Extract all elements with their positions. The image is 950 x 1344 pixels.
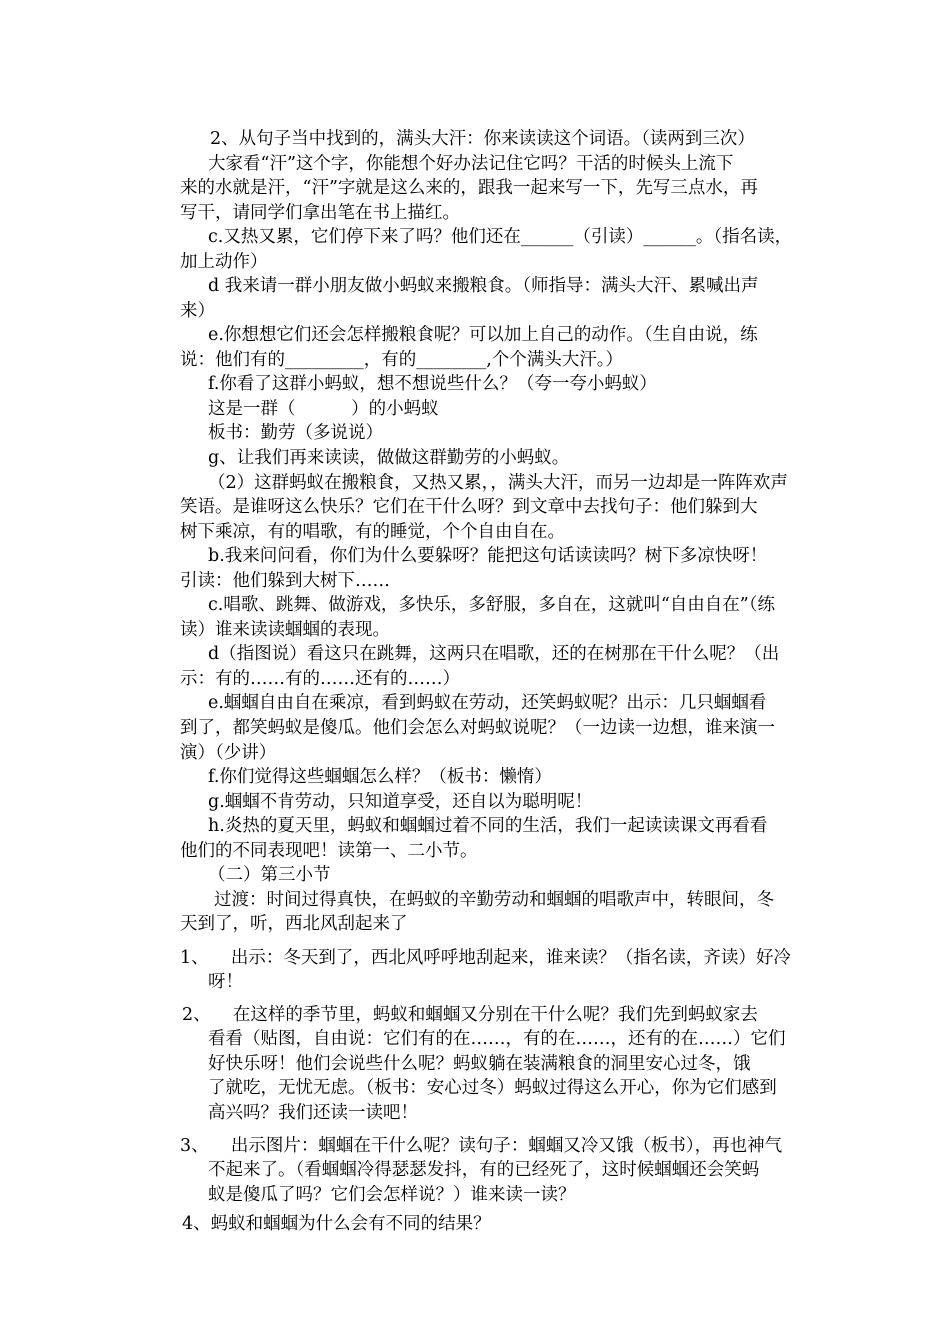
- text-line: 呀！: [208, 972, 243, 992]
- text-line: 天到了，听，西北风刮起来了: [180, 914, 408, 934]
- text-line: 看看（贴图，自由说：它们有的在……，有的在……，还有的在……）它们: [208, 1029, 786, 1049]
- text-line: 笑语。是谁呀这么快乐？它们在干什么呀？到文章中去找句子：他们躲到大: [180, 497, 758, 517]
- list-item: 3、 出示图片：蝈蝈在干什么呢？读句子：蝈蝈又冷又饿（板书），再也神气: [180, 1136, 783, 1156]
- text-line: 他们的不同表现吧！读第一、二小节。: [180, 841, 478, 861]
- text-line: c.又热又累，它们停下来了吗？他们还在______（引读）______。（指名读，: [208, 227, 793, 247]
- text-line: 大家看“汗”这个字，你能想个好办法记住它吗？干活的时候头上流下: [208, 154, 734, 174]
- list-item: 2、 在这样的季节里，蚂蚁和蝈蝈又分别在干什么呢？我们先到蚂蚁家去: [182, 1005, 758, 1025]
- text-line: 来）: [180, 301, 215, 321]
- text-line: g、让我们再来读读，做做这群勤劳的小蚂蚁。: [208, 448, 570, 468]
- text-line: d（指图说）看这只在跳舞，这两只在唱歌，还的在树那在干什么呢？（出: [208, 644, 780, 664]
- text-line: h.炎热的夏天里，蚂蚁和蝈蝈过着不同的生活，我们一起读读课文再看看: [208, 816, 768, 836]
- text-line: （2）这群蚂蚁在搬粮食，又热又累，，满头大汗，而另一边却是一阵阵欢声: [208, 473, 788, 493]
- text-line: e.蝈蝈自由自在乘凉，看到蚂蚁在劳动，还笑蚂蚁呢？出示：几只蝈蝈看: [208, 693, 767, 713]
- text-line: c.唱歌、跳舞、做游戏，多快乐，多舒服，多自在，这就叫“自由自在”（练: [208, 595, 776, 615]
- text-line: b.我来问问看，你们为什么要躲呀？能把这句话读读吗？树下多凉快呀！: [208, 546, 768, 566]
- text-line: 演）（少讲）: [180, 743, 277, 763]
- text-line: 来的水就是汗，“汗”字就是这么来的，跟我一起来写一下，先写三点水，再: [180, 178, 758, 198]
- text-line: 板书：勤劳（多说说）: [208, 423, 383, 443]
- text-line: 示：有的……有的……还有的……）: [180, 669, 460, 689]
- text-line: 这是一群（ ）的小蚂蚁: [208, 399, 439, 419]
- text-line: 了就吃，无忧无虑。（板书：安心过冬）蚂蚁过得这么开心，你为它们感到: [208, 1078, 777, 1098]
- text-line: e.你想想它们还会怎样搬粮食呢？可以加上自己的动作。（生自由说，练: [208, 325, 758, 345]
- text-line: 写干，请同学们拿出笔在书上描红。: [180, 203, 460, 223]
- text-line: 不起来了。（看蝈蝈冷得瑟瑟发抖，有的已经死了，这时候蝈蝈还会笑蚂: [208, 1160, 760, 1180]
- text-line: d 我来请一群小朋友做小蚂蚁来搬粮食。（师指导：满头大汗、累喊出声: [208, 276, 759, 296]
- list-item: 1、 出示：冬天到了，西北风呼呼地刮起来，谁来读？（指名读，齐读）好冷: [180, 948, 791, 968]
- text-line: 高兴吗？我们还读一读吧！: [208, 1103, 418, 1123]
- text-line: 引读：他们躲到大树下……: [180, 571, 390, 591]
- list-item: 4、蚂蚁和蝈蝈为什么会有不同的结果？: [182, 1214, 491, 1234]
- text-line: g.蝈蝈不肯劳动，只知道享受，还自以为聪明呢！: [208, 792, 593, 812]
- text-line: 读）谁来读读蝈蝈的表现。: [180, 620, 390, 640]
- text-line: 好快乐呀！他们会说些什么呢？蚂蚁躺在装满粮食的洞里安心过冬，饿: [208, 1054, 751, 1074]
- text-line: 蚁是傻瓜了吗？它们会怎样说？）谁来读一读？: [208, 1185, 576, 1205]
- text-line: 过渡：时间过得真快，在蚂蚁的辛勤劳动和蝈蝈的唱歌声中，转眼间，冬: [214, 890, 774, 910]
- text-line: f.你看了这群小蚂蚁，想不想说些什么？（夸一夸小蚂蚁）: [208, 374, 657, 394]
- text-line: 到了，都笑蚂蚁是傻瓜。他们会怎么对蚂蚁说呢？（一边读一边想，谁来演一: [180, 718, 775, 738]
- section-heading: （二）第三小节: [208, 865, 331, 885]
- text-line: f.你们觉得这些蝈蝈怎么样？（板书：懒惰）: [208, 767, 552, 787]
- text-line: 2、从句子当中找到的，满头大汗：你来读读这个词语。（读两到三次）: [210, 129, 755, 149]
- text-line: 加上动作）: [180, 252, 268, 272]
- text-line: 树下乘凉，有的唱歌，有的睡觉，个个自由自在。: [180, 522, 565, 542]
- text-line: 说：他们有的_________，有的________,个个满头大汗。）: [180, 350, 624, 370]
